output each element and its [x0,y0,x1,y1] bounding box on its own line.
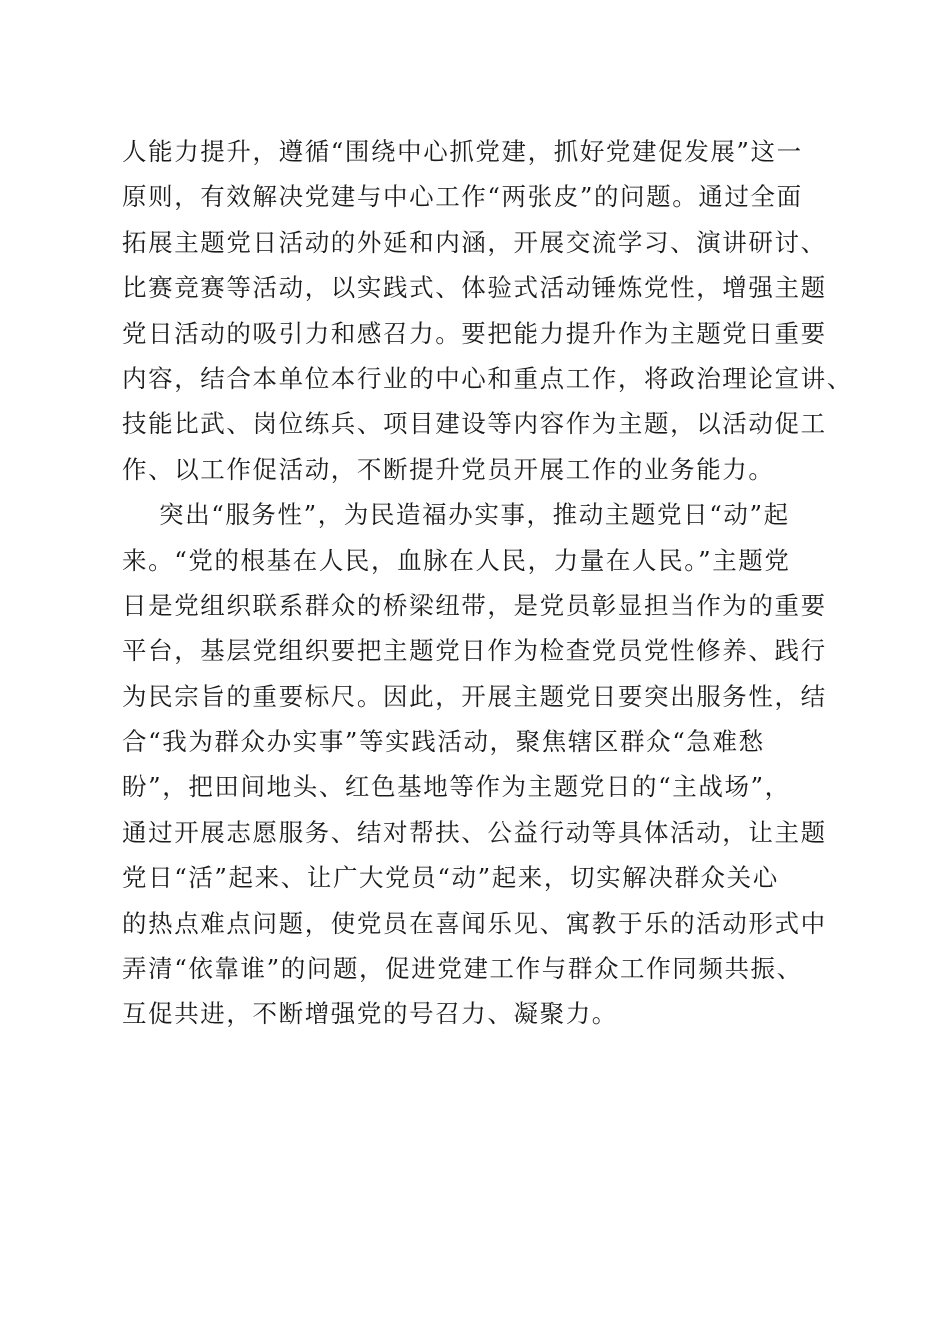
text-line: 党日活动的吸引力和感召力。要把能力提升作为主题党日重要 [122,318,827,348]
text-line: 互促共进，不断增强党的号召力、凝聚力。 [122,999,618,1029]
text-line: 通过开展志愿服务、结对帮扶、公益行动等具体活动，让主题 [122,817,827,847]
text-line: 比赛竞赛等活动，以实践式、体验式活动锤炼党性，增强主题 [122,273,827,303]
text-line: 的热点难点问题，使党员在喜闻乐见、寓教于乐的活动形式中 [122,908,827,938]
text-line: 弄清“依靠谁”的问题，促进党建工作与群众工作同频共振、 [122,954,803,984]
text-line: 平台，基层党组织要把主题党日作为检查党员党性修养、践行 [122,636,827,666]
text-line: 盼”，把田间地头、红色基地等作为主题党日的“主战场”， [122,772,791,802]
body-text [122,129,853,1037]
text-line: 党日“活”起来、让广大党员“动”起来，切实解决群众关心 [122,863,779,893]
text-line: 作、以工作促活动，不断提升党员开展工作的业务能力。 [122,454,775,484]
text-line: 拓展主题党日活动的外延和内涵，开展交流学习、演讲研讨、 [122,227,827,257]
text-line: 原则，有效解决党建与中心工作“两张皮”的问题。通过全面 [122,182,803,212]
text-line: 来。“党的根基在人民，血脉在人民，力量在人民。”主题党 [122,545,791,575]
text-line: 人能力提升，遵循“围绕中心抓党建，抓好党建促发展”这一 [122,137,803,166]
text-line: 为民宗旨的重要标尺。因此，开展主题党日要突出服务性，结 [122,681,827,711]
text-line: 合“我为群众办实事”等实践活动，聚焦辖区群众“急难愁 [122,727,765,757]
paragraph-start-line: 突出“服务性”，为民造福办实事，推动主题党日“动”起 [159,500,790,530]
text-line: 日是党组织联系群众的桥梁纽带，是党员彰显担当作为的重要 [122,590,827,620]
text-line: 内容，结合本单位本行业的中心和重点工作，将政治理论宣讲、 [122,363,853,393]
text-line: 技能比武、岗位练兵、项目建设等内容作为主题，以活动促工 [122,409,827,439]
